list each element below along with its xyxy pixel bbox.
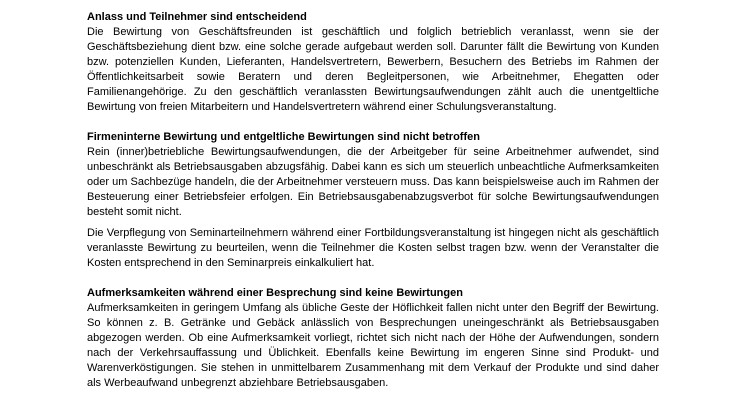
section-aufmerksamkeiten (87, 286, 659, 391)
section-paragraph: Aufmerksamkeiten in geringem Umfang als übliche Geste der Höflichkeit fallen nicht unter den Begriff der Bewirtung. So können z. B. Getränke und Gebäck anlässlich von Besprechungen uneingeschränkt als Betriebsausgaben abgezogen werden. Ob eine Aufmerksamkeit vorliegt, richtet sich nicht nach der Höhe der Aufwendungen, sondern nach der Verkehrsauffassung und Üblichkeit. Ebenfalls keine Bewirtung im engeren Sinne sind Produkt- und Warenverköstigungen. Sie stehen in unmittelbarem Zusammenhang mit dem Verkauf der Produkte und sind daher als Werbeaufwand unbegrenzt abziehbare Betriebsausgaben. (87, 302, 659, 389)
section-heading: Firmeninterne Bewirtung und entgeltliche Bewirtungen sind nicht betroffen (87, 131, 480, 143)
section-heading: Anlass und Teilnehmer sind entscheidend (87, 11, 307, 23)
section-heading: Aufmerksamkeiten während einer Besprechung sind keine Bewirtungen (87, 287, 463, 299)
section-firmeninterne-bewirtung (87, 130, 659, 271)
section-paragraph: Rein (inner)betriebliche Bewirtungsaufwendungen, die der Arbeitgeber für seine Arbeitnehmer aufwendet, sind unbeschränkt als Betriebsausgaben abzugsfähig. Dabei kann es sich um steuerlich unbeachtliche Aufmerksamkeiten oder um Sachbezüge handeln, die der Arbeitnehmer versteuern muss. Das kann beispielsweise auch im Rahmen der Besteuerung einer Betriebsfeier erfolgen. Ein Betriebsausgabenabzugsverbot für solche Bewirtungsaufwendungen besteht somit nicht. (87, 146, 659, 218)
section-paragraph: Die Bewirtung von Geschäftsfreunden ist geschäftlich und folglich betrieblich veranlasst, wenn sie der Geschäftsbeziehung dient bzw. eine solche gerade aufgebaut werden soll. Darunter fällt die Bewirtung von Kunden bzw. potenziellen Kunden, Lieferanten, Handelsvertretern, Bewerbern, Besuchern des Betriebs im Rahmen der Öffentlichkeitsarbeit sowie Beratern und deren Begleitpersonen, wie Arbeitnehmer, Ehegatten oder Familienangehörige. Zu den geschäftlich veranlassten Bewirtungsaufwendungen zählt auch die unentgeltliche Bewirtung von freien Mitarbeitern und Handelsvertretern während einer Schulungsveranstaltung. (87, 26, 659, 113)
section-anlass (87, 10, 659, 115)
section-paragraph: Die Verpflegung von Seminarteilnehmern während einer Fortbildungsveranstaltung ist hingegen nicht als geschäftlich veranlasste Bewirtung zu beurteilen, wenn die Teilnehmer die Kosten selbst tragen bzw. wenn der Veranstalter die Kosten entsprechend in den Seminarpreis einkalkuliert hat. (87, 227, 659, 269)
document-page (87, 10, 659, 391)
